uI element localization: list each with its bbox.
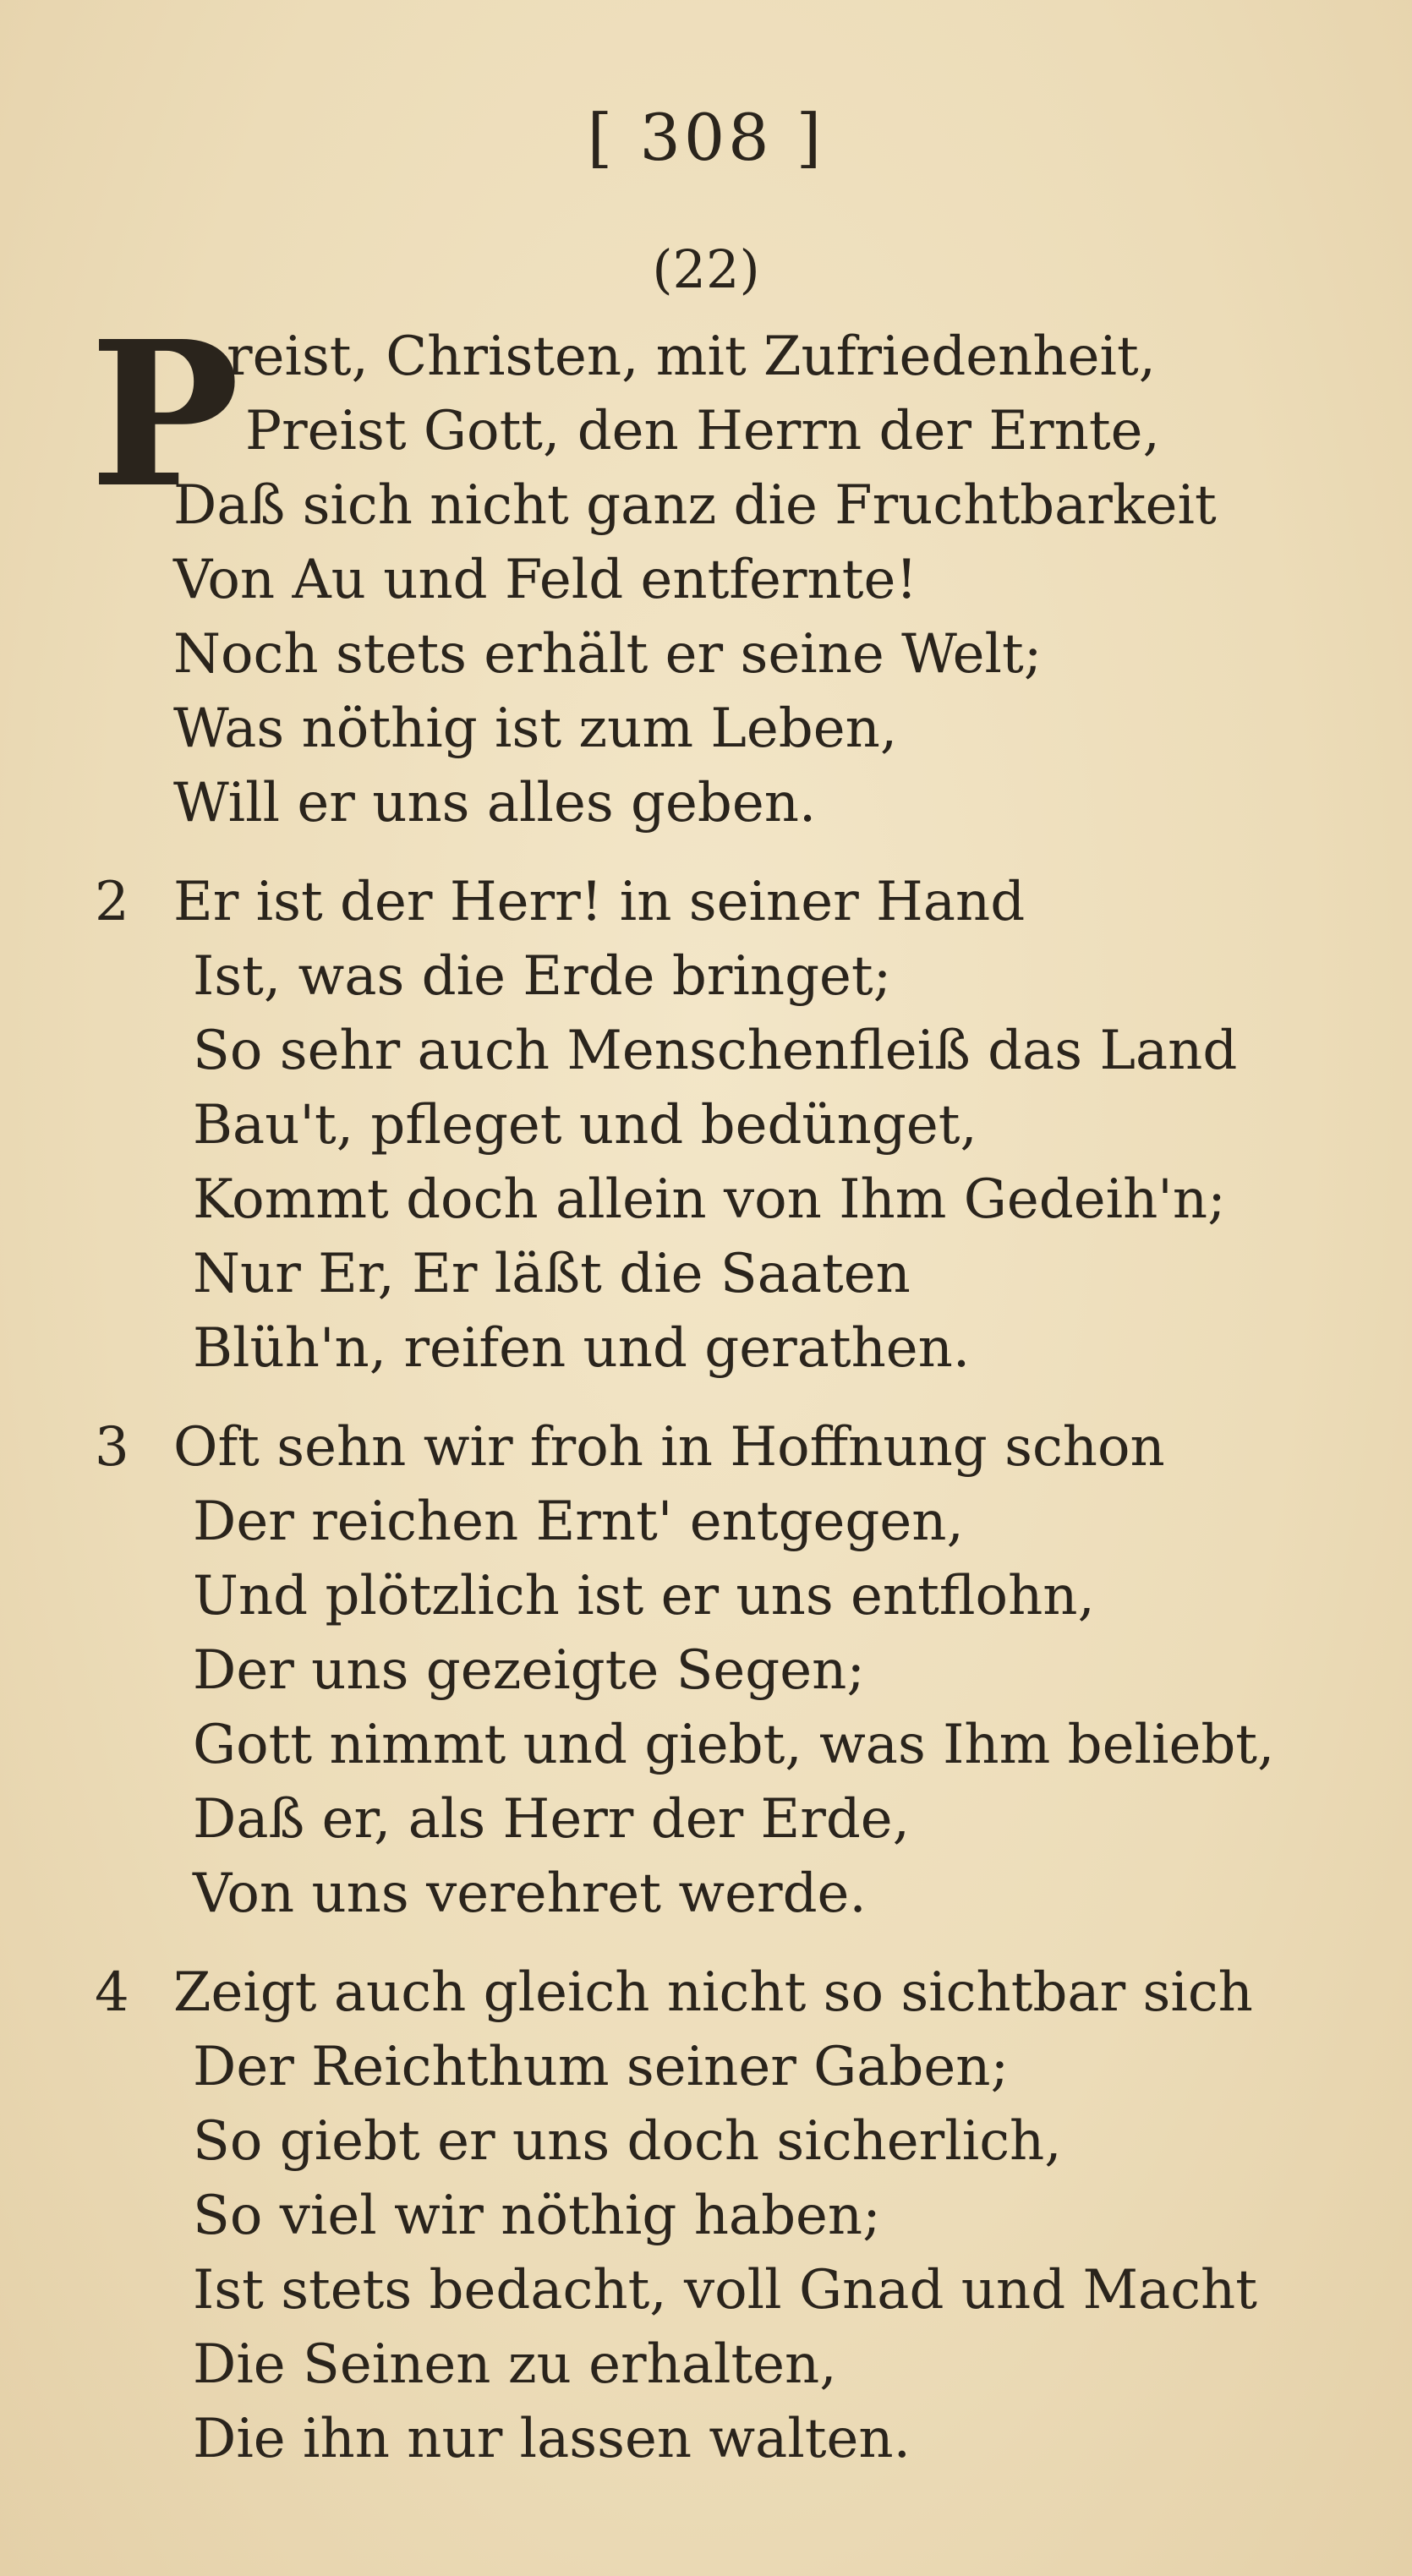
stanza-line: So giebt er uns doch sicherlich, — [193, 2110, 1062, 2173]
stanza-line: Der reichen Ernt' entgegen, — [193, 1490, 964, 1553]
stanza-line: Preist Gott, den Herrn der Ernte, — [245, 400, 1160, 462]
stanza-line: Der Reichthum seiner Gaben; — [193, 2036, 1010, 2098]
stanza-line: Noch stets erhält er seine Welt; — [173, 623, 1043, 686]
stanza-line: Blüh'n, reifen und gerathen. — [193, 1317, 971, 1380]
stanza-number: 4 — [95, 1961, 129, 2024]
stanza-line: Von Au und Feld entfernte! — [173, 549, 918, 611]
stanza-line: Der uns gezeigte Segen; — [193, 1639, 865, 1702]
stanza-line: Ist stets bedacht, voll Gnad und Macht — [193, 2259, 1257, 2322]
stanza-line: reist, Christen, mit Zufriedenheit, — [227, 325, 1156, 388]
stanza-line: Oft sehn wir froh in Hoffnung schon — [173, 1416, 1165, 1479]
stanza-line: Ist, was die Erde bringet; — [193, 945, 892, 1008]
stanza-line: Was nöthig ist zum Leben, — [173, 697, 898, 760]
stanza-line: Zeigt auch gleich nicht so sichtbar sich — [173, 1961, 1253, 2024]
stanza-number: 2 — [95, 871, 129, 933]
stanza-line: Gott nimmt und giebt, was Ihm beliebt, — [193, 1714, 1275, 1776]
drop-cap: P — [90, 297, 240, 532]
stanza-line: Nur Er, Er läßt die Saaten — [193, 1243, 911, 1305]
stanza-line: Daß er, als Herr der Erde, — [193, 1788, 910, 1851]
hymn-number: (22) — [652, 238, 760, 300]
stanza-line: So viel wir nöthig haben; — [193, 2185, 881, 2247]
stanza-line: Von uns verehret werde. — [193, 1862, 867, 1925]
page-number: [ 308 ] — [587, 100, 825, 175]
stanza-line: Will er uns alles geben. — [173, 772, 817, 834]
stanza-line: Daß sich nicht ganz die Fruchtbarkeit — [173, 474, 1217, 537]
stanza-line: So sehr auch Menschenfleiß das Land — [193, 1020, 1238, 1082]
stanza-line: Und plötzlich ist er uns entflohn, — [193, 1565, 1095, 1627]
stanza-number: 3 — [95, 1416, 129, 1479]
stanza-line: Kommt doch allein von Ihm Gedeih'n; — [193, 1168, 1226, 1231]
stanza-line: Die Seinen zu erhalten, — [193, 2333, 837, 2396]
stanza-line: Er ist der Herr! in seiner Hand — [173, 871, 1026, 933]
stanza-line: Bau't, pfleget und bedünget, — [193, 1094, 977, 1157]
stanza-line: Die ihn nur lassen walten. — [193, 2408, 911, 2470]
